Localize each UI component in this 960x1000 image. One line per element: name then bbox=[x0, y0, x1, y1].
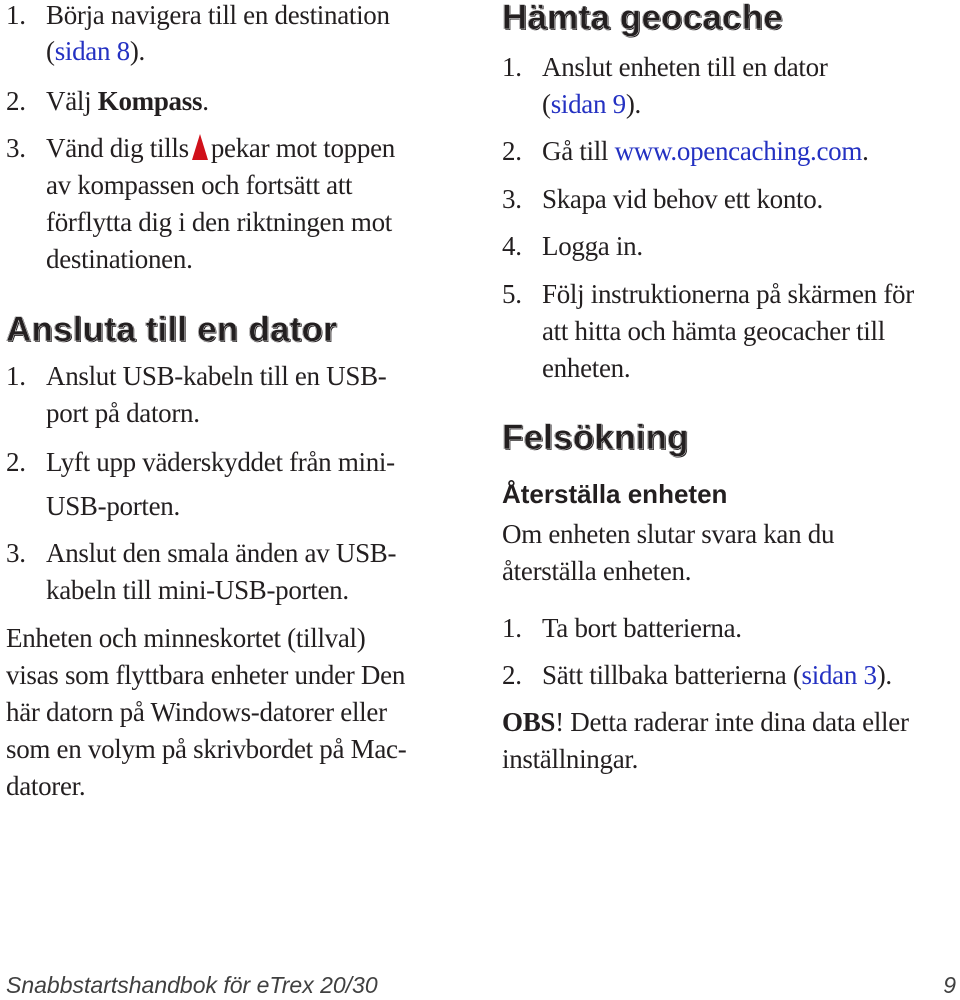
note-line-2: inställningar. bbox=[502, 744, 639, 774]
reset-step-2-number: 2. bbox=[502, 660, 522, 690]
reset-step-1-text: Ta bort batterierna. bbox=[542, 613, 742, 643]
connect-step-3-line1: Anslut den smala änden av USB- bbox=[46, 538, 397, 568]
nav-step-1-text: Börja navigera till en destination bbox=[46, 0, 390, 30]
note-label: OBS bbox=[502, 707, 556, 737]
nav-step-3-line2: av kompassen och fortsätt att bbox=[46, 170, 353, 200]
connect-step-3-number: 3. bbox=[6, 538, 26, 568]
paragraph-line-3: här datorn på Windows-datorer eller bbox=[6, 697, 387, 727]
connect-step-1-line2: port på datorn. bbox=[46, 398, 200, 428]
connect-step-2-line1: Lyft upp väderskyddet från mini- bbox=[46, 447, 395, 477]
nav-step-1 bbox=[6, 0, 26, 33]
page-link[interactable]: sidan 9 bbox=[550, 89, 626, 119]
intro-line-1: Om enheten slutar svara kan du bbox=[502, 519, 835, 549]
geo-step-1-ref: (sidan 9). bbox=[542, 89, 642, 119]
geo-step-1-number: 1. bbox=[502, 52, 522, 82]
section-heading-troubleshooting: Felsökning bbox=[502, 418, 689, 457]
page-footer bbox=[6, 970, 956, 1000]
geo-step-5-line3: enheten. bbox=[542, 353, 631, 383]
paragraph-line-4: som en volym på skrivbordet på Mac- bbox=[6, 734, 407, 764]
nav-step-3-number: 3. bbox=[6, 133, 26, 163]
geo-step-1-line1: Anslut enheten till en dator bbox=[542, 52, 828, 82]
note-line-1: OBS! Detta raderar inte dina data eller bbox=[502, 707, 909, 737]
geo-step-4-text: Logga in. bbox=[542, 231, 643, 261]
reset-step-1-number: 1. bbox=[502, 613, 522, 643]
nav-step-1-ref: (sidan 8). bbox=[46, 36, 146, 66]
step-number: 1. bbox=[6, 0, 26, 30]
paragraph-line-2: visas som flyttbara enheter under Den bbox=[6, 660, 406, 690]
geo-step-3-text: Skapa vid behov ett konto. bbox=[542, 184, 823, 214]
nav-step-3-text: Vänd dig tills pekar mot toppen bbox=[46, 133, 395, 163]
nav-step-3-line3: förflytta dig i den riktningen mot bbox=[46, 207, 392, 237]
connect-step-3-line2: kabeln till mini-USB-porten. bbox=[46, 575, 349, 605]
connect-step-1-number: 1. bbox=[6, 361, 26, 391]
section-heading-geocache: Hämta geocache bbox=[502, 0, 783, 37]
page-number: 9 bbox=[943, 972, 956, 998]
connect-step-2-line2: USB-porten. bbox=[46, 491, 180, 521]
paragraph-line-1: Enheten och minneskortet (tillval) bbox=[6, 623, 366, 653]
footer-title: Snabbstartshandbok för eTrex 20/30 bbox=[6, 972, 378, 998]
geo-step-5-number: 5. bbox=[502, 279, 522, 309]
nav-step-2-text: Välj Kompass. bbox=[46, 86, 209, 116]
geo-step-2-number: 2. bbox=[502, 136, 522, 166]
red-arrow-icon bbox=[192, 134, 208, 160]
nav-step-3-line4: destinationen. bbox=[46, 244, 193, 274]
connect-step-1-line1: Anslut USB-kabeln till en USB- bbox=[46, 361, 387, 391]
geo-step-5-line2: att hitta och hämta geocacher till bbox=[542, 316, 885, 346]
nav-step-2-number: 2. bbox=[6, 86, 26, 116]
paragraph-line-5: datorer. bbox=[6, 771, 86, 801]
geo-step-4-number: 4. bbox=[502, 231, 522, 261]
geo-step-2-text: Gå till www.opencaching.com. bbox=[542, 136, 869, 166]
opencaching-link[interactable]: www.opencaching.com bbox=[614, 136, 863, 166]
connect-step-2-number: 2. bbox=[6, 447, 26, 477]
section-heading-connect: Ansluta till en dator bbox=[6, 310, 337, 349]
intro-line-2: återställa enheten. bbox=[502, 556, 692, 586]
geo-step-5-line1: Följ instruktionerna på skärmen för bbox=[542, 279, 914, 309]
reset-step-2-text: Sätt tillbaka batterierna (sidan 3). bbox=[542, 660, 892, 690]
page-link[interactable]: sidan 8 bbox=[54, 36, 130, 66]
page-link[interactable]: sidan 3 bbox=[801, 660, 877, 690]
compass-menu-label: Kompass bbox=[97, 86, 203, 116]
subheading-reset: Återställa enheten bbox=[502, 479, 728, 509]
geo-step-3-number: 3. bbox=[502, 184, 522, 214]
